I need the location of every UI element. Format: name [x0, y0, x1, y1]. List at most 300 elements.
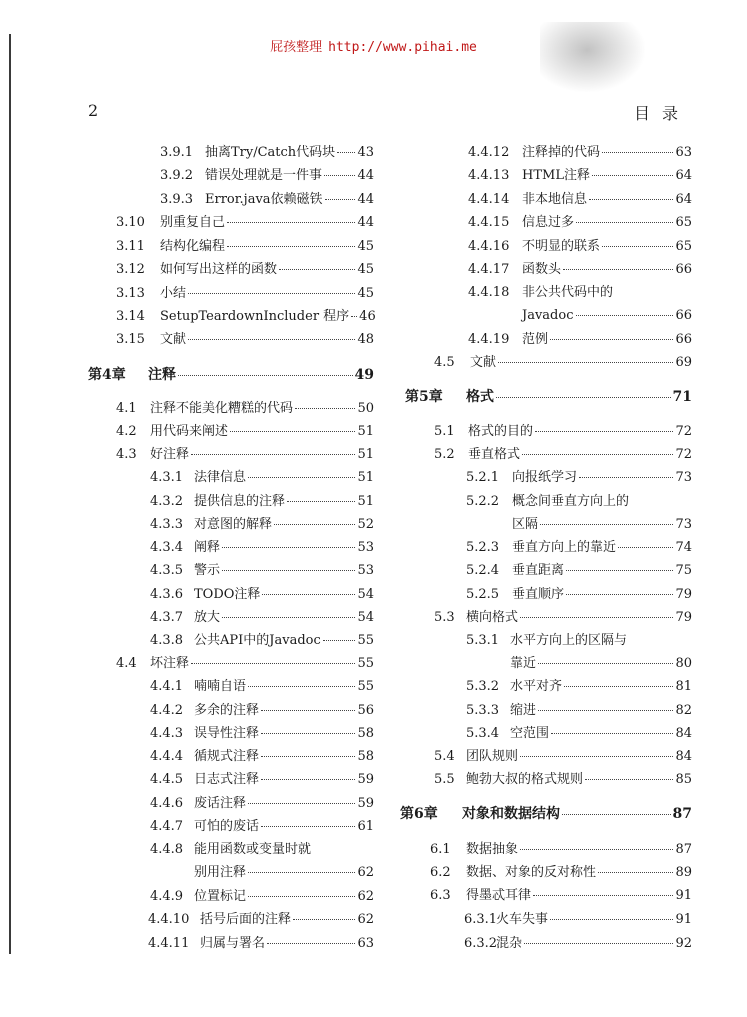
page-reference: 81 [675, 679, 692, 694]
section-number: 4.4.15 [468, 215, 510, 230]
toc-entry-5-2-3[interactable] [512, 540, 692, 556]
toc-entry-4-4-19-number [468, 332, 509, 348]
toc-entry-4-4-17-number [468, 262, 509, 278]
toc-entry-5-2-3-number [466, 540, 499, 556]
section-number: 4.4.19 [468, 332, 510, 347]
page-reference: 58 [357, 749, 374, 764]
section-number: 4.3.1 [150, 470, 184, 485]
toc-entry-6-3-2-number [464, 936, 497, 952]
section-title: 喃喃自语 [194, 679, 247, 694]
section-title: 归属与署名 [200, 936, 266, 951]
toc-entry-4-4-14-number [468, 192, 509, 208]
page-reference: 72 [675, 424, 692, 439]
dot-leader [598, 872, 673, 873]
section-title: 公共API中的Javadoc [194, 633, 321, 648]
section-number: 3.11 [116, 239, 145, 254]
dot-leader [550, 919, 673, 920]
page-reference: 79 [675, 587, 692, 602]
page-reference: 46 [359, 309, 376, 324]
section-title: 注释掉的代码 [522, 145, 601, 160]
page-reference: 66 [675, 332, 692, 347]
page-reference: 73 [675, 470, 692, 485]
dot-leader [248, 477, 355, 478]
section-number: 第6章 [400, 806, 438, 822]
dot-leader [227, 246, 355, 247]
dot-leader [562, 814, 671, 815]
page-reference: 54 [357, 587, 374, 602]
section-number: 5.3 [434, 610, 455, 625]
section-title: 垂直距离 [512, 563, 565, 578]
toc-entry-5-2-number [434, 447, 455, 463]
dot-leader [592, 175, 674, 176]
chapter-5[interactable] [466, 389, 692, 405]
dot-leader [324, 175, 355, 176]
section-title: 鲍勃大叔的格式规则 [466, 772, 584, 787]
section-title: 用代码来阐述 [150, 424, 229, 439]
section-title: 格式的目的 [468, 424, 534, 439]
section-number: 5.2.4 [466, 563, 500, 578]
dot-leader [248, 803, 355, 804]
toc-entry-4-4-5-number [150, 772, 183, 788]
toc-entry-6-2-number [430, 865, 451, 881]
dot-leader [520, 756, 673, 757]
toc-entry-4-3[interactable] [150, 447, 374, 463]
page-number: 2 [88, 101, 99, 120]
watermark-text: 屁孩整理 [270, 40, 323, 55]
toc-entry-4-4-9[interactable] [194, 889, 374, 905]
section-title: 多余的注释 [194, 703, 260, 718]
dot-leader [564, 686, 673, 687]
section-title: 得墨忒耳律 [466, 888, 532, 903]
dot-leader [191, 454, 355, 455]
section-number: 4.3.2 [150, 494, 184, 509]
dot-leader [576, 315, 674, 316]
section-number: 4.3.7 [150, 610, 184, 625]
dot-leader [337, 152, 355, 153]
section-number: 5.4 [434, 749, 455, 764]
watermark-url[interactable]: http://www.pihai.me [328, 40, 477, 55]
page-reference: 51 [357, 447, 374, 462]
page-reference: 91 [675, 912, 692, 927]
section-title: 信息过多 [522, 215, 575, 230]
section-title: 误导性注释 [194, 726, 260, 741]
toc-entry-4-4-1[interactable] [194, 679, 374, 695]
dot-leader [520, 849, 673, 850]
section-title: 数据抽象 [466, 842, 519, 857]
page-reference: 64 [675, 168, 692, 183]
section-number: 4.4.9 [150, 889, 184, 904]
toc-entry-4-4[interactable] [150, 656, 374, 672]
toc-entry-4-5[interactable] [470, 355, 692, 371]
dot-leader [576, 222, 673, 223]
toc-entry-5-3-2-number [466, 679, 499, 695]
toc-entry-5-3-2[interactable] [510, 679, 692, 695]
section-title: 团队规则 [466, 749, 519, 764]
toc-entry-4-4-15-number [468, 215, 509, 231]
section-title: 警示 [194, 563, 221, 578]
page-reference: 45 [357, 286, 374, 301]
toc-entry-3-9-3[interactable] [205, 192, 374, 208]
dot-leader [589, 199, 673, 200]
page-reference: 49 [354, 367, 374, 383]
page-reference: 65 [675, 239, 692, 254]
section-title: 对象和数据结构 [462, 806, 560, 822]
toc-entry-4-4-19[interactable] [522, 332, 692, 348]
toc-entry-4-4-3[interactable] [194, 726, 374, 742]
section-number: 5.2 [434, 447, 455, 462]
page-reference: 89 [675, 865, 692, 880]
section-number: 5.2.1 [466, 470, 500, 485]
toc-entry-4-4-18[interactable] [522, 285, 613, 301]
toc-entry-3-9-2[interactable] [205, 168, 374, 184]
toc-entry-5-3-4[interactable] [510, 726, 692, 742]
toc-entry-6-1-number [430, 842, 451, 858]
section-title: 缩进 [510, 703, 537, 718]
toc-entry-5-2-2[interactable] [512, 494, 629, 510]
dot-leader [248, 686, 355, 687]
dot-leader [618, 547, 673, 548]
section-title: 能用函数或变量时就 [194, 842, 312, 857]
toc-entry-5-2-4[interactable] [512, 563, 692, 579]
toc-entry-3-9-2-number [160, 168, 193, 184]
dot-leader [551, 733, 673, 734]
toc-entry-5-3-1[interactable] [510, 633, 627, 649]
toc-entry-4-4-2-number [150, 703, 183, 719]
toc-entry-4-4-14[interactable] [522, 192, 692, 208]
toc-entry-4-4-6[interactable] [194, 796, 374, 812]
toc-entry-6-3-1[interactable] [496, 912, 692, 928]
section-number: 5.2.2 [466, 494, 500, 509]
section-number: 4.4.16 [468, 239, 510, 254]
section-title: 垂直格式 [468, 447, 521, 462]
section-number: 4.4.6 [150, 796, 184, 811]
toc-entry-4-3-7[interactable] [194, 610, 374, 626]
page-reference: 53 [357, 563, 374, 578]
toc-entry-4-4-10[interactable] [200, 912, 374, 928]
dot-leader [261, 826, 355, 827]
section-number: 第4章 [88, 367, 126, 383]
section-title: 水平对齐 [510, 679, 563, 694]
dot-leader [279, 269, 355, 270]
toc-entry-4-4-18-number [468, 285, 509, 301]
page-reference: 79 [675, 610, 692, 625]
section-title: 范例 [522, 332, 549, 347]
dot-leader [496, 397, 671, 398]
toc-entry-4-4-10-number [148, 912, 189, 928]
section-number: 4.4.14 [468, 192, 510, 207]
toc-entry-4-3-6[interactable] [194, 587, 374, 603]
toc-entry-4-3-1[interactable] [194, 470, 374, 486]
toc-entry-5-2-5-number [466, 587, 499, 603]
toc-entry-4-5-number [434, 355, 455, 371]
section-title: 阐释 [194, 540, 221, 555]
dot-leader [524, 943, 673, 944]
dot-leader [274, 524, 355, 525]
section-title: 可怕的废话 [194, 819, 260, 834]
page-reference: 53 [357, 540, 374, 555]
section-title: SetupTeardownIncluder 程序 [160, 309, 350, 324]
toc-entry-5-3[interactable] [466, 610, 692, 626]
toc-entry-3-10-number [116, 215, 145, 231]
toc-entry-4-4-18-continuation[interactable] [522, 308, 692, 324]
toc-entry-5-3-4-number [466, 726, 499, 742]
toc-entry-4-4-13-number [468, 168, 509, 184]
toc-entry-4-3-8[interactable] [194, 633, 374, 649]
section-number: 3.9.3 [160, 192, 194, 207]
toc-entry-4-4-13[interactable] [522, 168, 692, 184]
page-reference: 85 [675, 772, 692, 787]
toc-entry-3-15-number [116, 332, 145, 348]
toc-entry-3-10[interactable] [160, 215, 374, 231]
toc-entry-4-4-17[interactable] [522, 262, 692, 278]
section-title: TODO注释 [194, 587, 261, 602]
section-title: 文献 [160, 332, 187, 347]
section-title: 非公共代码中的 [522, 285, 614, 300]
page-reference: 59 [357, 796, 374, 811]
toc-entry-3-12[interactable] [160, 262, 374, 278]
toc-entry-4-4-6-number [150, 796, 183, 812]
toc-entry-3-11[interactable] [160, 239, 374, 255]
toc-entry-4-1-number [116, 401, 137, 417]
section-number: 6.3.1 [464, 912, 498, 927]
dot-leader [261, 756, 355, 757]
dot-leader [227, 222, 355, 223]
dot-leader [188, 293, 355, 294]
toc-entry-5-3-1-continuation[interactable] [510, 656, 692, 672]
toc-entry-5-2[interactable] [468, 447, 692, 463]
toc-entry-3-14[interactable] [160, 309, 374, 325]
toc-entry-4-2-number [116, 424, 137, 440]
toc-entry-4-4-12-number [468, 145, 509, 161]
dot-leader [248, 896, 355, 897]
toc-entry-4-4-8-continuation[interactable] [194, 865, 374, 881]
page-reference: 87 [672, 806, 692, 822]
toc-entry-4-3-2[interactable] [194, 494, 374, 510]
page-reference: 58 [357, 726, 374, 741]
dot-leader [563, 269, 673, 270]
toc-entry-4-2[interactable] [150, 424, 374, 440]
toc-entry-5-2-1-number [466, 470, 499, 486]
section-number: 4.4.18 [468, 285, 510, 300]
toc-entry-4-3-3[interactable] [194, 517, 374, 533]
page-reference: 56 [357, 703, 374, 718]
section-number: 5.2.3 [466, 540, 500, 555]
toc-entry-4-3-4[interactable] [194, 540, 374, 556]
toc-entry-5-3-3[interactable] [510, 703, 692, 719]
chapter-4-number [88, 367, 126, 383]
dot-leader [230, 431, 355, 432]
toc-entry-5-1-number [434, 424, 455, 440]
section-number: 6.3 [430, 888, 451, 903]
dot-leader [262, 594, 355, 595]
toc-entry-5-2-2-continuation[interactable] [512, 517, 692, 533]
page-reference: 84 [675, 726, 692, 741]
section-title: 抽离Try/Catch代码块 [205, 145, 336, 160]
section-number: 4.4 [116, 656, 137, 671]
section-number: 第5章 [405, 389, 443, 405]
page-reference: 61 [357, 819, 374, 834]
toc-entry-4-4-16[interactable] [522, 239, 692, 255]
toc-entry-4-4-4[interactable] [194, 749, 374, 765]
section-title: 不明显的联系 [522, 239, 601, 254]
chapter-4[interactable] [148, 367, 374, 383]
page-reference: 72 [675, 447, 692, 462]
section-number: 4.4.10 [148, 912, 190, 927]
toc-entry-4-3-3-number [150, 517, 183, 533]
section-title: 注释不能美化糟糕的代码 [150, 401, 294, 416]
section-number: 4.4.8 [150, 842, 184, 857]
section-title: 提供信息的注释 [194, 494, 286, 509]
toc-entry-4-4-12[interactable] [522, 145, 692, 161]
scan-smudge [540, 22, 645, 92]
toc-entry-4-1[interactable] [150, 401, 374, 417]
section-number: 3.10 [116, 215, 145, 230]
page-reference: 80 [675, 656, 692, 671]
toc-entry-3-13[interactable] [160, 286, 374, 302]
toc-entry-4-3-1-number [150, 470, 183, 486]
section-number: 4.4.4 [150, 749, 184, 764]
section-number: 5.1 [434, 424, 455, 439]
dot-leader [602, 152, 673, 153]
dot-leader [540, 524, 673, 525]
page-reference: 66 [675, 262, 692, 277]
section-title: 如何写出这样的函数 [160, 262, 278, 277]
toc-entry-4-4-7[interactable] [194, 819, 374, 835]
toc-entry-5-3-3-number [466, 703, 499, 719]
toc-entry-5-5[interactable] [466, 772, 692, 788]
page-reference: 55 [357, 633, 374, 648]
section-number: 5.2.5 [466, 587, 500, 602]
page-reference: 48 [357, 332, 374, 347]
section-title: 概念间垂直方向上的 [512, 494, 630, 509]
section-number: 4.4.1 [150, 679, 184, 694]
section-title: 向报纸学习 [512, 470, 578, 485]
dot-leader [538, 710, 673, 711]
page-reference: 59 [357, 772, 374, 787]
dot-leader [261, 710, 355, 711]
section-number: 4.3 [116, 447, 137, 462]
section-number: 3.12 [116, 262, 145, 277]
toc-entry-4-4-2[interactable] [194, 703, 374, 719]
toc-entry-4-3-6-number [150, 587, 183, 603]
section-number: 5.5 [434, 772, 455, 787]
dot-leader [287, 501, 355, 502]
section-title: 法律信息 [194, 470, 247, 485]
section-title: 坏注释 [150, 656, 190, 671]
section-title: HTML注释 [522, 168, 590, 183]
toc-entry-3-9-1[interactable] [205, 145, 374, 161]
toc-entry-3-13-number [116, 286, 145, 302]
section-title: 错误处理就是一件事 [205, 168, 323, 183]
toc-entry-5-1[interactable] [468, 424, 692, 440]
section-number: 3.14 [116, 309, 145, 324]
section-number: 4.4.11 [148, 936, 190, 951]
toc-entry-5-2-4-number [466, 563, 499, 579]
section-title-continuation: 区隔 [512, 517, 539, 532]
dot-leader [520, 617, 673, 618]
dot-leader [188, 339, 355, 340]
toc-entry-4-4-7-number [150, 819, 183, 835]
dot-leader [222, 570, 355, 571]
chapter-6[interactable] [462, 806, 692, 822]
dot-leader [248, 872, 355, 873]
page-reference: 43 [357, 145, 374, 160]
toc-entry-6-1[interactable] [466, 842, 692, 858]
section-number: 5.3.2 [466, 679, 500, 694]
toc-entry-6-3-number [430, 888, 451, 904]
section-number: 4.2 [116, 424, 137, 439]
scan-edge-line [9, 34, 11, 954]
toc-entry-4-3-8-number [150, 633, 183, 649]
toc-entry-4-4-15[interactable] [522, 215, 692, 231]
toc-entry-5-3-number [434, 610, 455, 626]
toc-entry-6-3-2[interactable] [496, 936, 692, 952]
page-reference: 55 [357, 656, 374, 671]
toc-entry-4-4-1-number [150, 679, 183, 695]
toc-entry-3-15[interactable] [160, 332, 374, 348]
toc-entry-4-4-5[interactable] [194, 772, 374, 788]
toc-entry-5-5-number [434, 772, 455, 788]
section-number: 6.2 [430, 865, 451, 880]
section-number: 5.3.3 [466, 703, 500, 718]
section-number: 6.1 [430, 842, 451, 857]
dot-leader [325, 199, 356, 200]
running-title: 目录 [633, 104, 690, 123]
toc-entry-4-4-11[interactable] [200, 936, 374, 952]
toc-entry-4-4-8[interactable] [194, 842, 311, 858]
toc-entry-4-3-5-number [150, 563, 183, 579]
toc-entry-4-4-4-number [150, 749, 183, 765]
page-reference: 55 [357, 679, 374, 694]
section-number: 4.1 [116, 401, 137, 416]
section-number: 4.4.7 [150, 819, 184, 834]
page-reference: 44 [357, 215, 374, 230]
dot-leader [261, 779, 355, 780]
section-title: 小结 [160, 286, 187, 301]
toc-entry-5-2-5[interactable] [512, 587, 692, 603]
toc-entry-4-4-9-number [150, 889, 183, 905]
page-reference: 62 [357, 889, 374, 904]
toc-entry-6-3[interactable] [466, 888, 692, 904]
page-reference: 63 [675, 145, 692, 160]
toc-entry-4-4-8-number [150, 842, 183, 858]
dot-leader [566, 570, 673, 571]
toc-entry-5-2-2-number [466, 494, 499, 510]
toc-entry-3-11-number [116, 239, 145, 255]
section-title: 好注释 [150, 447, 190, 462]
toc-entry-4-3-5[interactable] [194, 563, 374, 579]
dot-leader [498, 362, 673, 363]
section-title: 放大 [194, 610, 221, 625]
section-title: 日志式注释 [194, 772, 260, 787]
toc-entry-5-4[interactable] [466, 749, 692, 765]
page-reference: 66 [675, 308, 692, 323]
dot-leader [566, 594, 673, 595]
section-number: 4.4.17 [468, 262, 510, 277]
toc-entry-5-2-1[interactable] [512, 470, 692, 486]
page-reference: 50 [357, 401, 374, 416]
chapter-5-number [405, 389, 443, 405]
section-title: 火车失事 [496, 912, 549, 927]
dot-leader [222, 547, 355, 548]
page-reference: 87 [675, 842, 692, 857]
dot-leader [267, 943, 355, 944]
dot-leader [579, 477, 673, 478]
toc-entry-6-2[interactable] [466, 865, 692, 881]
toc-entry-3-9-1-number [160, 145, 193, 161]
toc-entry-4-3-7-number [150, 610, 183, 626]
page-reference: 71 [672, 389, 692, 405]
